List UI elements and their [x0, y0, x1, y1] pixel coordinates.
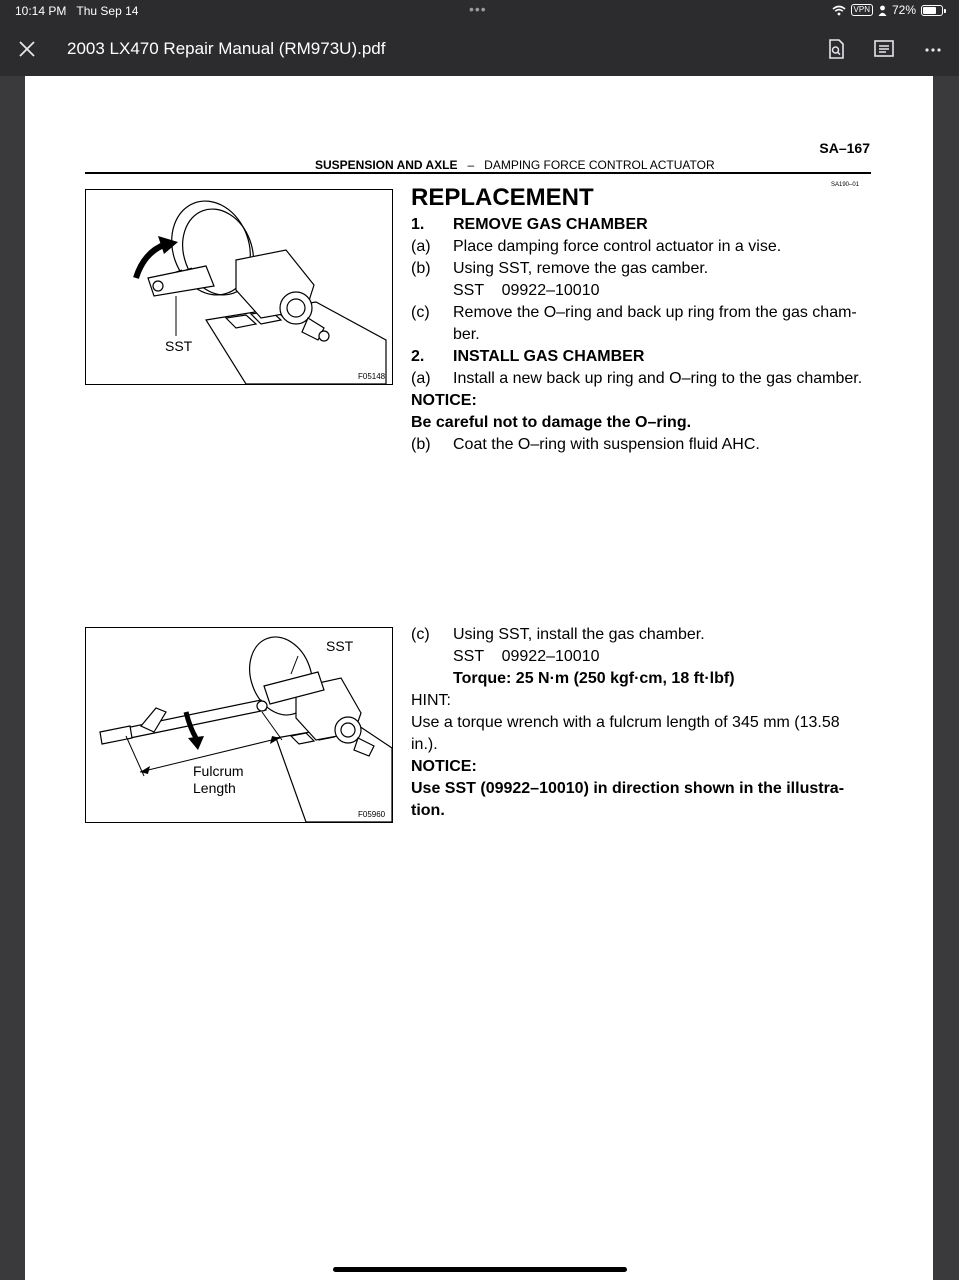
hint-text-1: Use a torque wrench with a fulcrum length of 345 mm (13.58: [411, 714, 840, 731]
document-title: 2003 LX470 Repair Manual (RM973U).pdf: [67, 39, 386, 58]
multitask-dots-icon[interactable]: •••: [469, 1, 487, 17]
notes-icon[interactable]: [871, 36, 897, 62]
notice-2-text-1: Use SST (09922–10010) in direction shown in the illustra-: [411, 780, 845, 797]
figure1-code: F05148: [358, 372, 386, 381]
status-time: 10:14 PM Thu Sep 14: [15, 4, 139, 18]
close-icon[interactable]: [14, 36, 40, 62]
figure1-sst-label: SST: [165, 338, 193, 354]
more-icon[interactable]: [920, 36, 946, 62]
vpn-badge: VPN: [851, 4, 873, 16]
battery-percent: 72%: [891, 3, 916, 17]
heading-replacement: REPLACEMENT: [411, 184, 594, 211]
section-header: SUSPENSION AND AXLE – DAMPING FORCE CONTROL ACTUATOR: [315, 158, 715, 172]
status-bar: [0, 0, 959, 24]
person-icon: [878, 5, 887, 16]
page-number: SA–167: [819, 140, 870, 156]
notice-2-label: NOTICE:: [411, 758, 477, 775]
figure2-fulcrum-label: Fulcrum Length: [193, 763, 244, 796]
actuator-illustration-1: [86, 190, 392, 384]
figure-install-gas-chamber: [85, 627, 393, 823]
figure2-code: F05960: [358, 810, 386, 819]
wifi-icon: [832, 5, 846, 16]
notice-2-text-2: tion.: [411, 802, 445, 819]
header-rule: [85, 172, 871, 174]
search-doc-icon[interactable]: [823, 36, 849, 62]
hint-text-2: in.).: [411, 736, 438, 753]
section-code: SA190–01: [831, 182, 860, 188]
status-icons: [832, 3, 943, 17]
hint-label: HINT:: [411, 692, 451, 709]
viewer-toolbar: [0, 24, 959, 76]
notice-1-text: Be careful not to damage the O–ring.: [411, 414, 692, 431]
figure-remove-gas-chamber: [85, 189, 393, 385]
pdf-page: SA–167 SUSPENSION AND AXLE – DAMPING FORCE CONTROL ACTUATOR SA190–01 SST F05148 REPLACEMENT 1. REMOVE GAS CHAMBER (a) Place damping force control actuator in a vise. (b) Using SST, remove the gas camber. SST 09922–10010 (c) Remove the O–ring and back up ring from the gas cham- ber. 2. INSTALL GAS CHAMBER (a) Install a new back up ring and O–ring to the gas chamber. NOTICE: Be careful not to damage the O–ring. (b) Coat the O–ring with suspension fluid AHC. SST Fulcrum Length F05960 (c) Using SST, install the gas chamber. SST 09922–10010 Torque: 25 N·m (250 kgf·cm, 18 ft·lbf) HINT: Use a torque wrench with a fulcrum length of 345 mm (13.58 in.). NOTICE: Use SST (09922–10010) in direction shown in the illustra- tion.: [25, 76, 933, 1280]
home-indicator[interactable]: [333, 1267, 627, 1272]
notice-1-label: NOTICE:: [411, 392, 477, 409]
battery-icon: [921, 5, 943, 16]
figure2-sst-label: SST: [326, 638, 354, 654]
